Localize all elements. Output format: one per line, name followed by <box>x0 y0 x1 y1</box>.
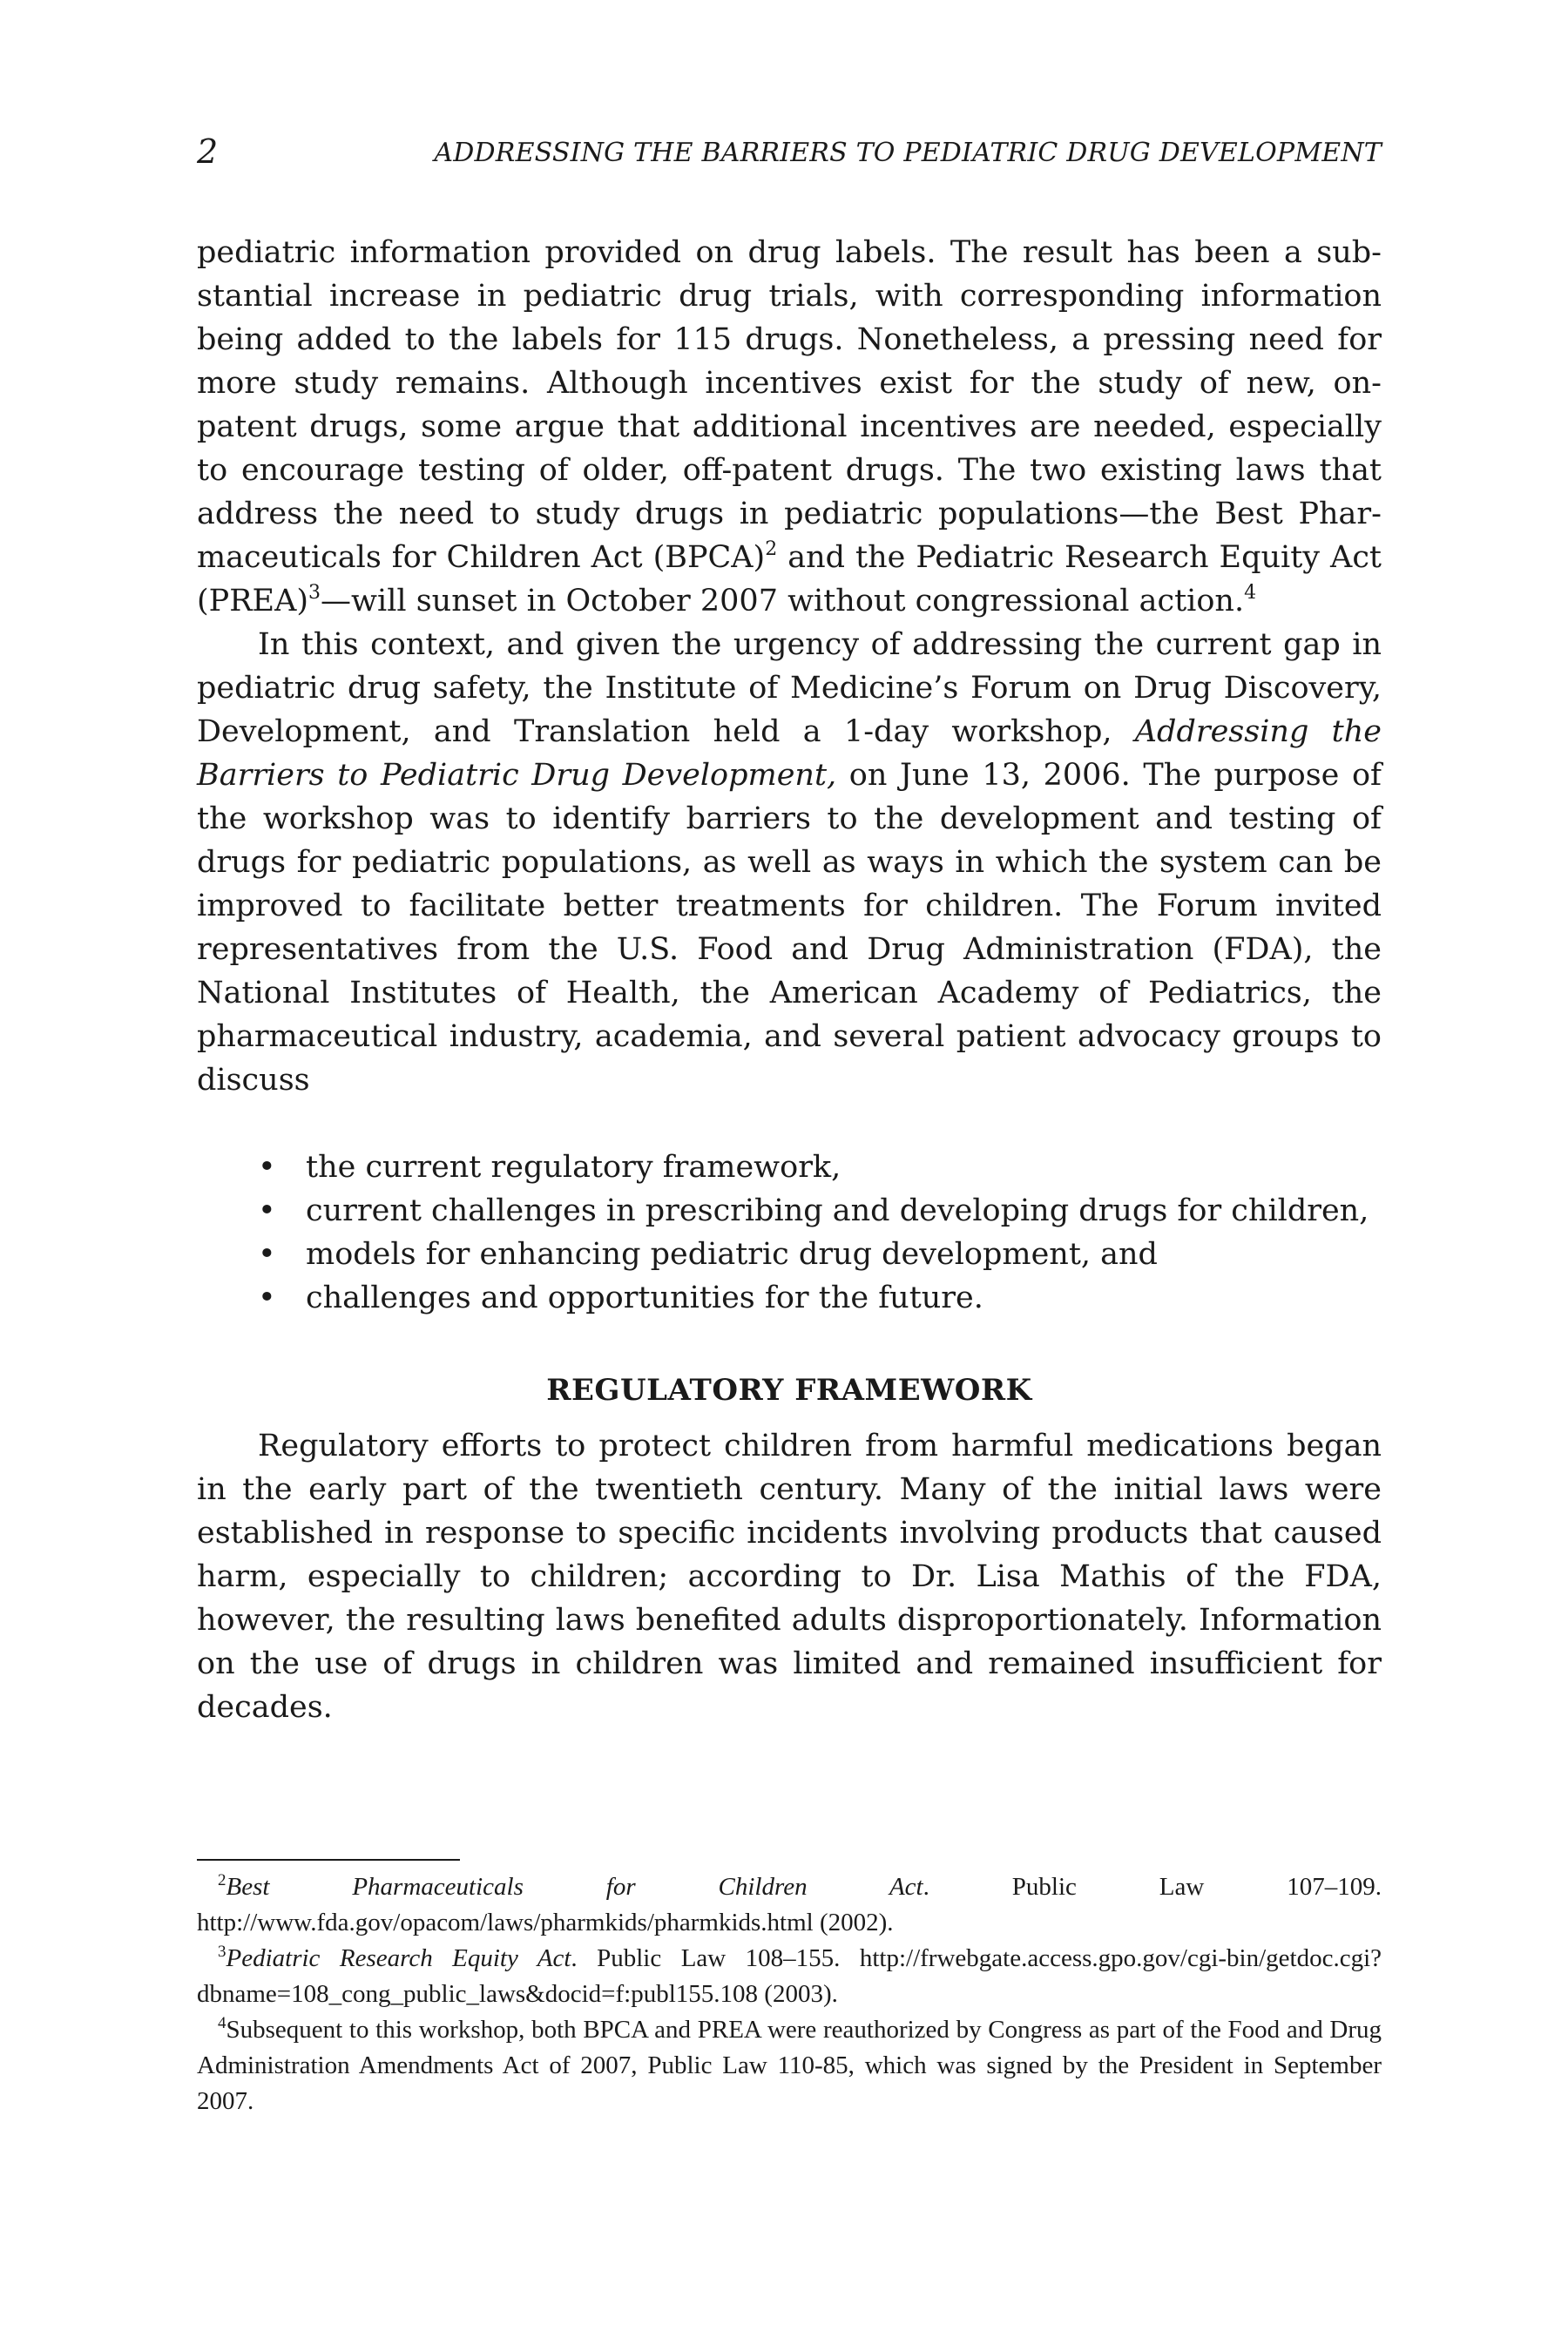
paragraph-1-text-b: and the Pediatric Research Equity Act (PREA) <box>197 540 1382 618</box>
section-heading: REGULATORY FRAMEWORK <box>546 1373 1032 1408</box>
footnote-number: 4 <box>218 2014 226 2032</box>
footnote-2 <box>197 1869 1382 1941</box>
footnote-number: 3 <box>218 1943 226 1961</box>
footnote-title: Pediatric Research Equity Act <box>226 1944 571 1972</box>
paragraph-1 <box>197 231 1382 623</box>
footnote-ref-2: 2 <box>765 538 778 560</box>
bullet-icon: • <box>258 1237 276 1272</box>
footnote-text: Subsequent to this workshop, both BPCA and PREA were reauthorized by Congress as part of the Food and Drug Administration Amendments Act of 2007, Public Law 110-85, which was signed by the President in September 2007. <box>197 2016 1382 2115</box>
footnote-ref-3: 3 <box>308 582 321 604</box>
page-number: 2 <box>197 132 219 171</box>
footnote-4 <box>197 2012 1382 2119</box>
list-item-text: challenges and opportunities for the future. <box>306 1281 983 1315</box>
footnote-divider <box>197 1859 460 1861</box>
paragraph-2-text-a: In this context, and given the urgency of addressing the current gap in pediatric drug safety, the Institute of Medicine’s Forum on Drug Discovery, Development, and Translation held a 1-day workshop, <box>197 627 1382 749</box>
list-item <box>197 1233 1382 1276</box>
footnotes <box>197 1869 1382 2119</box>
body-text <box>197 231 1382 1729</box>
footnote-number: 2 <box>218 1871 226 1889</box>
list-item-text: current challenges in prescribing and developing drugs for children, <box>306 1193 1369 1228</box>
running-title: ADDRESSING THE BARRIERS TO PEDIATRIC DRUG DEVELOPMENT <box>434 138 1382 168</box>
footnote-3 <box>197 1941 1382 2012</box>
bullet-list <box>197 1146 1382 1320</box>
paragraph-2-text-b: on June 13, 2006. The purpose of the workshop was to identify barriers to the development and testing of drugs for pediatric populations, as well as ways in which the system can be improved to facilitate better treatments for children. The Forum invited representatives from the U.S. Food and Drug Administration (FDA), the National Institutes of Health, the American Academy of Pediatrics, the pharmaceutical industry, academia, and several patient advocacy groups to discuss <box>197 758 1382 1098</box>
paragraph-2 <box>197 623 1382 1102</box>
list-item-text: the current regulatory framework, <box>306 1150 841 1185</box>
footnote-ref-4: 4 <box>1244 582 1257 604</box>
bullet-icon: • <box>258 1281 276 1315</box>
bullet-icon: • <box>258 1193 276 1228</box>
footnote-title: Best Pharmaceuticals for Children Act <box>226 1873 923 1901</box>
paragraph-3: Regulatory efforts to protect children from harmful medications began in the early part of the twentieth century. Many of the initial laws were established in response to specific incidents involving products that caused harm, especially to children; according to Dr. Lisa Mathis of the FDA, however, the resulting laws benefited adults disproportionately. Information on the use of drugs in children was limited and remained insufficient for decades. <box>197 1429 1382 1725</box>
document-page <box>197 0 1382 2352</box>
workshop-title: Addressing the Barriers to Pediatric Drug Development, <box>197 714 1382 793</box>
bullet-icon: • <box>258 1150 276 1185</box>
paragraph-1-text-a: pediatric information provided on drug labels. The result has been a substantial increase in pediatric drug trials, with corresponding information being added to the labels for 115 drugs. Nonetheless, a pressing need for more study remains. Although incentives exist for the study of new, on-patent drugs, some argue that additional incentives are needed, especially to encourage testing of older, off-patent drugs. The two existing laws that address the need to study drugs in pediatric populations—the Best Pharmaceuticals for Children Act (BPCA) <box>197 235 1382 575</box>
spacer <box>197 1102 1382 1146</box>
list-item-text: models for enhancing pediatric drug development, and <box>306 1237 1158 1272</box>
footnote-text: . Public Law 108–155. http://frwebgate.access.gpo.gov/cgi-bin/getdoc.cgi?dbname=108_cong_public_laws&docid=f:publ155.108 (2003). <box>197 1944 1382 2008</box>
list-item <box>197 1276 1382 1320</box>
list-item <box>197 1189 1382 1233</box>
paragraph-1-text-c: —will sunset in October 2007 without congressional action. <box>321 584 1245 618</box>
list-item <box>197 1146 1382 1189</box>
footnote-text: . Public Law 107–109. http://www.fda.gov/opacom/laws/pharmkids/pharmkids.html (2002). <box>197 1873 1382 1936</box>
running-head <box>197 132 1382 185</box>
